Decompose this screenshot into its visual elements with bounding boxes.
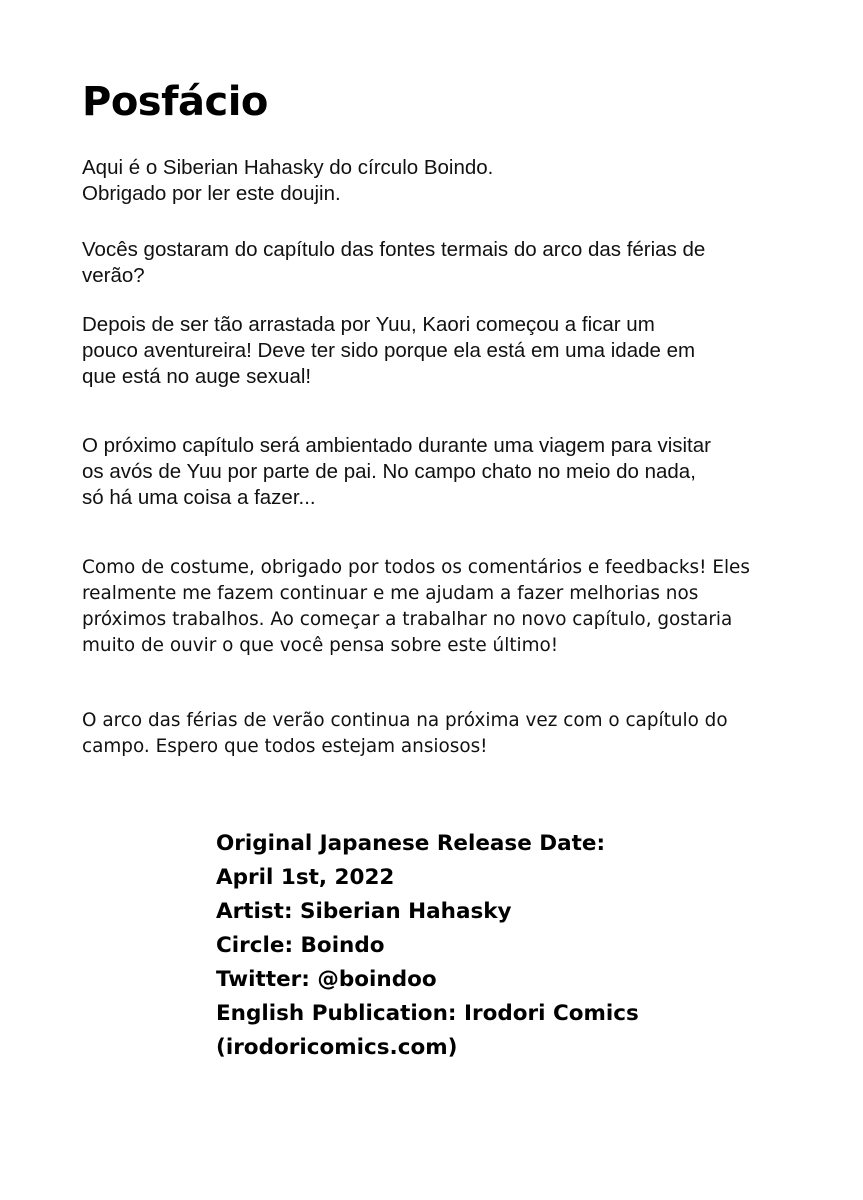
paragraph-question bbox=[82, 237, 802, 289]
paragraph-line: Obrigado por ler este doujin. bbox=[82, 182, 341, 205]
credit-publication: English Publication: Irodori Comics bbox=[216, 1001, 639, 1026]
paragraph-line: próximos trabalhos. Ao começar a trabalhar no novo capítulo, gostaria bbox=[82, 609, 733, 630]
paragraph-line: Depois de ser tão arrastada por Yuu, Kaori começou a ficar um bbox=[82, 313, 655, 336]
paragraph-line: Aqui é o Siberian Hahasky do círculo Boindo. bbox=[82, 156, 494, 179]
paragraph-line: Vocês gostaram do capítulo das fontes termais do arco das férias de bbox=[82, 238, 706, 261]
credit-twitter: Twitter: @boindoo bbox=[216, 967, 437, 992]
paragraph-next-chapter bbox=[82, 433, 802, 511]
paragraph-line: que está no auge sexual! bbox=[82, 365, 312, 388]
paragraph-thanks bbox=[82, 555, 802, 659]
page-title: Posfácio bbox=[82, 79, 268, 125]
paragraph-line: verão? bbox=[82, 264, 145, 287]
paragraph-line: pouco aventureira! Deve ter sido porque ela está em uma idade em bbox=[82, 339, 696, 362]
credit-release-date-label: Original Japanese Release Date: bbox=[216, 831, 606, 856]
paragraph-line: campo. Espero que todos estejam ansiosos! bbox=[82, 736, 488, 757]
credit-circle: Circle: Boindo bbox=[216, 933, 385, 958]
credit-website: (irodoricomics.com) bbox=[216, 1035, 458, 1060]
paragraph-line: O próximo capítulo será ambientado durante uma viagem para visitar bbox=[82, 434, 711, 457]
release-credits bbox=[216, 827, 776, 1065]
paragraph-greeting bbox=[82, 155, 802, 207]
credit-release-date: April 1st, 2022 bbox=[216, 865, 395, 890]
credit-artist: Artist: Siberian Hahasky bbox=[216, 899, 512, 924]
paragraph-line: Como de costume, obrigado por todos os comentários e feedbacks! Eles bbox=[82, 557, 750, 578]
paragraph-closing bbox=[82, 708, 802, 760]
paragraph-line: O arco das férias de verão continua na próxima vez com o capítulo do bbox=[82, 710, 728, 731]
paragraph-line: realmente me fazem continuar e me ajudam a fazer melhorias nos bbox=[82, 583, 699, 604]
paragraph-line: os avós de Yuu por parte de pai. No campo chato no meio do nada, bbox=[82, 460, 696, 483]
paragraph-line: muito de ouvir o que você pensa sobre este último! bbox=[82, 635, 559, 656]
paragraph-kaori bbox=[82, 312, 802, 390]
paragraph-line: só há uma coisa a fazer... bbox=[82, 486, 316, 509]
